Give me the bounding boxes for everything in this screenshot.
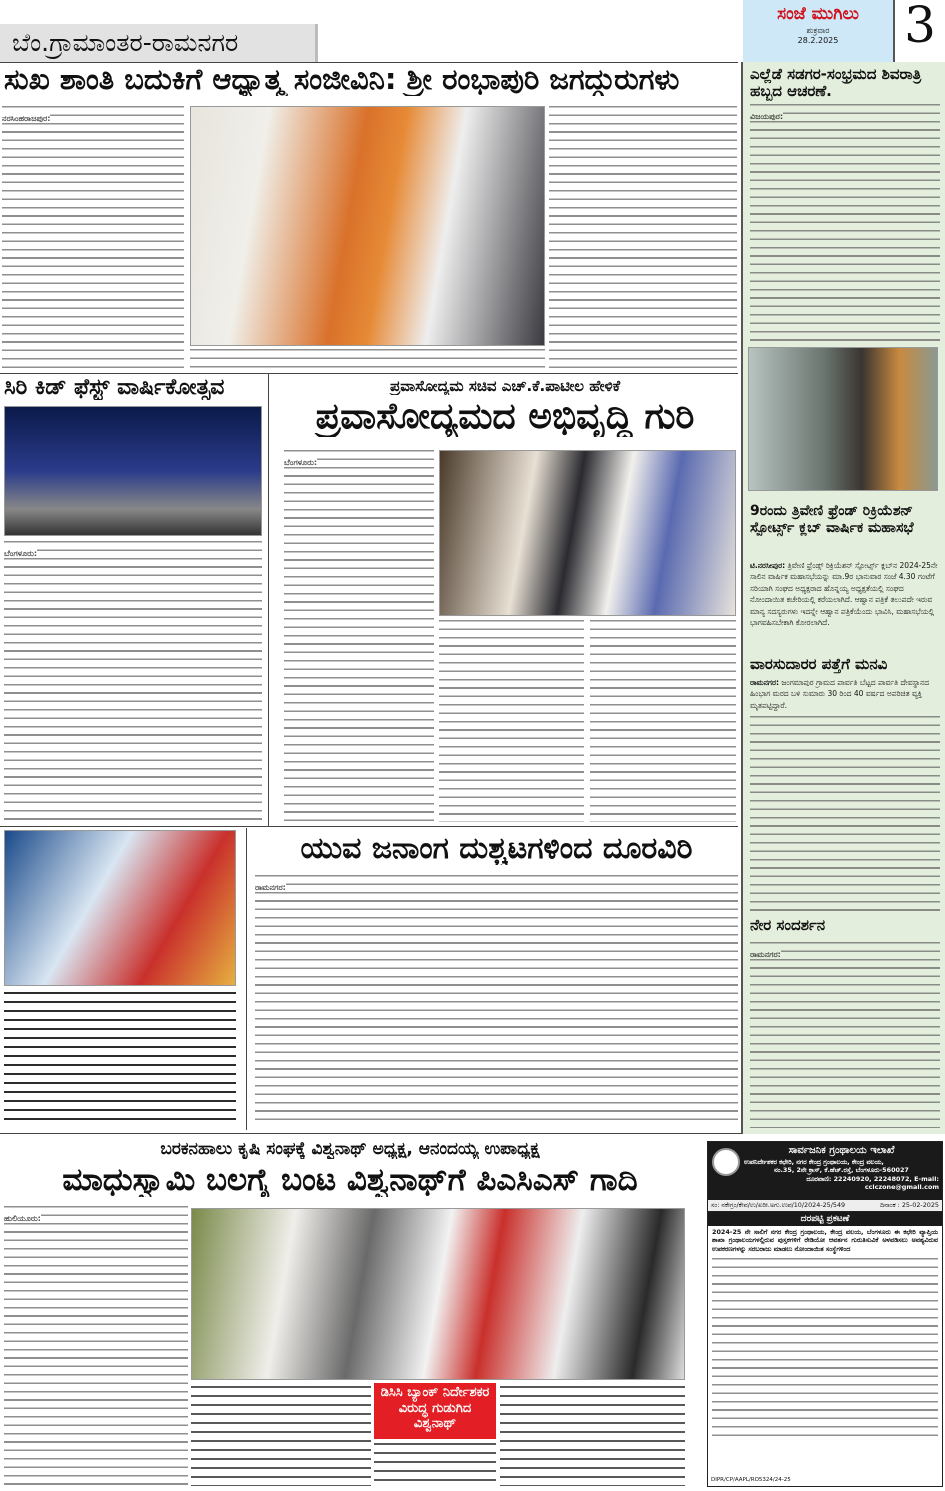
callout-text: ಡಿಸಿಸಿ ಬ್ಯಾಂಕ್ ನಿರ್ದೇಶಕರ ವಿರುದ್ಧ ಗುಡುಗಿದ ವಿಶ್ವನಾಥ್ bbox=[380, 1385, 490, 1432]
header-divider bbox=[0, 62, 738, 63]
article-kicker: ಪ್ರವಾಸೋದ್ಯಮ ಸಚಿವ ಎಚ್.ಕೆ.ಪಾಟೀಲ ಹೇಳಿಕೆ bbox=[389, 378, 621, 395]
notice-body: 2024-25 ನೇ ಸಾಲಿಗೆ ನಗರ ಕೇಂದ್ರ ಗ್ರಂಥಾಲಯ, ಕೇಂದ್ರ ವಲಯ, ಬೆಂಗಳೂರು ಈ ಕಛೇರಿ ವ್ಯಾಪ್ತಿಯ ಶಾಖಾ ಗ್ರಂಥಾಲಯಗಳಲ್ಲಿರುವ ಪುಸ್ತಕಗಳಿಗೆ ರೇಡಿಯೋ ಆವರ್ತನ ಗುರುತಿಸುವಿಕೆ ಅಳವಡಿಸಲು ಅವಶ್ಯವಿರುವ ಉಪಕರಣಗಳನ್ನು ಸರಬರಾಜು ಮಾಡಲು ನೋಂದಾಯಿತ ಸಂಸ್ಥೆಗಳಿಂದ bbox=[712, 1227, 938, 1254]
page-number: 3 bbox=[893, 0, 945, 62]
article-photo bbox=[191, 1208, 685, 1380]
article-headline: ಸುಖ ಶಾಂತಿ ಬದುಕಿಗೆ ಆಧ್ಯಾತ್ಮ ಸಂಜೀವಿನಿ: ಶ್ರೀ ರಂಭಾಪುರಿ ಜಗದ್ಗುರುಗಳು bbox=[4, 64, 680, 96]
masthead-logo: ಸಂಜೆ ಮುಗಿಲು bbox=[777, 4, 859, 24]
article-body: ಬೆಂಗಳೂರು: bbox=[4, 541, 262, 821]
article-body bbox=[549, 106, 737, 370]
sidebar-photo bbox=[748, 347, 938, 491]
article-body: ರಾಮನಗರ: bbox=[255, 875, 738, 1127]
sidebar-headline: 9ರಂದು ತ್ರಿವೇಣಿ ಫ್ರೆಂಡ್ ರಿಕ್ರಿಯೆಶನ್ ಸ್ಪೋರ್ಟ್ಸ್ ಕ್ಲಬ್ ವಾರ್ಷಿಕ ಮಹಾಸಭೆ bbox=[750, 503, 914, 536]
article-headline: ಯುವ ಜನಾಂಗ ದುಶ್ಚಟಗಳಿಂದ ದೂರವಿರಿ bbox=[300, 832, 693, 865]
masthead bbox=[743, 0, 893, 62]
masthead-date: 28.2.2025 bbox=[797, 36, 839, 45]
ad-code: DIPR/CP/AAPL/RO5324/24-25 bbox=[711, 1476, 791, 1483]
sidebar-headline: ಎಲ್ಲೆಡೆ ಸಡಗರ-ಸಂಭ್ರಮದ ಶಿವರಾತ್ರಿ ಹಬ್ಬದ ಆಚರಣೆ. bbox=[750, 65, 922, 101]
sidebar-body: ವಿಜಯಪುರ: bbox=[750, 104, 940, 342]
masthead-day: ಶುಕ್ರವಾರ bbox=[806, 26, 830, 35]
sidebar-body: ಟಿ.ನರಸೀಪುರ: ತ್ರಿವೇಣಿ ಫ್ರೆಂಡ್ಸ್ ರಿಕ್ರಿಯೆಶನ್ ಸ್ಪೋರ್ಟ್ಸ್ ಕ್ಲಬ್‌ನ 2024-25ನೇ ಸಾಲಿನ ವಾರ್ಷಿಕ ಮಹಾಸಭೆಯನ್ನು ಮಾ.9ರ ಭಾನುವಾರ ಸಂಜೆ 4.30 ಗಂಟೆಗೆ ಸರಿಯಾಗಿ ಸಂಘದ ಅಧ್ಯಕ್ಷರಾದ ಹೊನ್ನಯ್ಯ ಅಧ್ಯಕ್ಷತೆಯಲ್ಲಿ ಸಂಘದ ನೋಂದಾಯಿತ ಕಚೇರಿಯಲ್ಲಿ ಕರೆಯಲಾಗಿದೆ. ಆಹ್ವಾನ ಪತ್ರಿಕೆ ತಲುಪದೇ ಇರುವ ಮಾನ್ಯ ಸದಸ್ಯರುಗಳು ಇದನ್ನೇ ಆಹ್ವಾನ ಪತ್ರಿಕೆಯೆಂದು ಭಾವಿಸಿ, ಮಹಾಸಭೆಯಲ್ಲಿ ಭಾಗವಹಿಸಬೇಕಾಗಿ ಕೋರಲಾಗಿದೆ. bbox=[750, 561, 938, 628]
article-body bbox=[190, 349, 545, 370]
photo-caption bbox=[374, 1443, 496, 1487]
article-headline: ಸಿರಿ ಕಿಡ್ ಫೆಸ್ಟ್ ವಾರ್ಷಿಕೋತ್ಸವ bbox=[4, 376, 225, 400]
article-body bbox=[439, 620, 584, 822]
sidebar-body: ರಾಮನಗರ: ಜಂಗಮಾಪುರ ಗ್ರಾಮದ ಪಾರ್ವತಿ ಬೆಟ್ಟದ ಪಾರ್ವತಿ ದೇವಸ್ಥಾನದ ಹಿಂಭಾಗ ಮರದ ಬಳಿ ಸುಮಾರು 30 ರಿಂದ 40 ವರ್ಷದ ಅಪರಿಚಿತ ವ್ಯಕ್ತಿ ಮೃತಪಟ್ಟಿದ್ದಾರೆ. bbox=[750, 678, 930, 710]
article-headline: ಪ್ರವಾಸೋದ್ಯಮದ ಅಭಿವೃದ್ಧಿ ಗುರಿ bbox=[315, 397, 695, 437]
photo-caption bbox=[191, 1386, 371, 1486]
divider bbox=[268, 374, 269, 826]
notice-body bbox=[712, 1258, 938, 1438]
sidebar-headline: ನೇರ ಸಂದರ್ಶನ bbox=[750, 916, 826, 934]
article-headline: ಮಾಧುಸ್ವಾಮಿ ಬಲಗೈ ಬಂಟ ವಿಶ್ವನಾಥ್‌ಗೆ ಪಿಎಸಿಎಸ್ ಗಾದಿ bbox=[62, 1163, 638, 1198]
divider bbox=[0, 373, 738, 374]
photo-caption bbox=[4, 992, 236, 1126]
sidebar-headline: ವಾರಸುದಾರರ ಪತ್ತೆಗೆ ಮನವಿ bbox=[750, 655, 888, 673]
article-kicker: ಬರಕನಹಾಲು ಕೃಷಿ ಸಂಘಕ್ಕೆ ವಿಶ್ವನಾಥ್ ಅಧ್ಯಕ್ಷ, ಆನಂದಯ್ಯ ಉಪಾಧ್ಯಕ್ಷ bbox=[160, 1140, 540, 1159]
article-photo bbox=[4, 406, 262, 536]
article-body: ಹುಲಿಯೂರು: bbox=[4, 1206, 188, 1488]
sidebar-body bbox=[750, 716, 940, 912]
article-body bbox=[590, 620, 736, 822]
article-body: ಬೆಂಗಳೂರು: bbox=[284, 450, 434, 822]
section-title: ಬೆಂ.ಗ್ರಾಮಾಂತರ-ರಾಮನಗರ bbox=[12, 28, 239, 57]
article-body: ನರಸಿಂಹರಾಜಪುರ: bbox=[2, 106, 184, 368]
government-notice-ad: ಸಾರ್ವಜನಿಕ ಗ್ರಂಥಾಲಯ ಇಲಾಖೆ ಉಪನಿರ್ದೇಶಕರ ಕಛೇರಿ, ನಗರ ಕೇಂದ್ರ ಗ್ರಂಥಾಲಯ, ಕೇಂದ್ರ ವಲಯ, ನಂ.35, 2ನೇ ಕ್ರಾಸ್, ಕೆ.ಹೆಚ್.ರಸ್ತೆ, ಬೆಂಗಳೂರು-560027 ದೂರವಾಣಿ: 22240920, 22248072, E-mail: cclczone@gmail.com ಸಂ: ನಕೇಗ್ರಂ/ಕೇವ/ಉ/ಖರೀ.ಅಗು.ಉಪ/10/2024-25/549 ದಿನಾಂಕ : 25-02-2025 ದರಪಟ್ಟಿ ಪ್ರಕಟಣೆ 2024-25 ನೇ ಸಾಲಿಗೆ ನಗರ ಕೇಂದ್ರ ಗ್ರಂಥಾಲಯ, ಕೇಂದ್ರ ವಲಯ, ಬೆಂಗಳೂರು ಈ ಕಛೇರಿ ವ್ಯಾಪ್ತಿಯ ಶಾಖಾ ಗ್ರಂಥಾಲಯಗಳಲ್ಲಿರುವ ಪುಸ್ತಕಗಳಿಗೆ ರೇಡಿಯೋ ಆವರ್ತನ ಗುರುತಿಸುವಿಕೆ ಅಳವಡಿಸಲು ಅವಶ್ಯವಿರುವ ಉಪಕರಣಗಳನ್ನು ಸರಬರಾಜು ಮಾಡಲು ನೋಂದಾಯಿತ ಸಂಸ್ಥೆಗಳಿಂದ DIPR/CP/AAPL/RO5324/24-25 bbox=[707, 1141, 943, 1487]
callout-box bbox=[374, 1383, 496, 1439]
notice-title: ದರಪಟ್ಟಿ ಪ್ರಕಟಣೆ bbox=[708, 1212, 942, 1226]
section-label bbox=[0, 24, 318, 62]
event-photo bbox=[4, 830, 236, 986]
divider bbox=[246, 828, 247, 1130]
sidebar-body: ರಾಮನಗರ: bbox=[750, 942, 940, 1128]
emblem-icon bbox=[712, 1148, 740, 1176]
photo-caption bbox=[500, 1386, 685, 1486]
ad-header: ಸಾರ್ವಜನಿಕ ಗ್ರಂಥಾಲಯ ಇಲಾಖೆ ಉಪನಿರ್ದೇಶಕರ ಕಛೇರಿ, ನಗರ ಕೇಂದ್ರ ಗ್ರಂಥಾಲಯ, ಕೇಂದ್ರ ವಲಯ, ನಂ.35, 2ನೇ ಕ್ರಾಸ್, ಕೆ.ಹೆಚ್.ರಸ್ತೆ, ಬೆಂಗಳೂರು-560027 ದೂರವಾಣಿ: 22240920, 22248072, E-mail: cclczone@gmail.com bbox=[708, 1142, 942, 1200]
article-photo bbox=[190, 106, 545, 346]
article-photo bbox=[439, 450, 736, 616]
divider bbox=[0, 826, 738, 827]
